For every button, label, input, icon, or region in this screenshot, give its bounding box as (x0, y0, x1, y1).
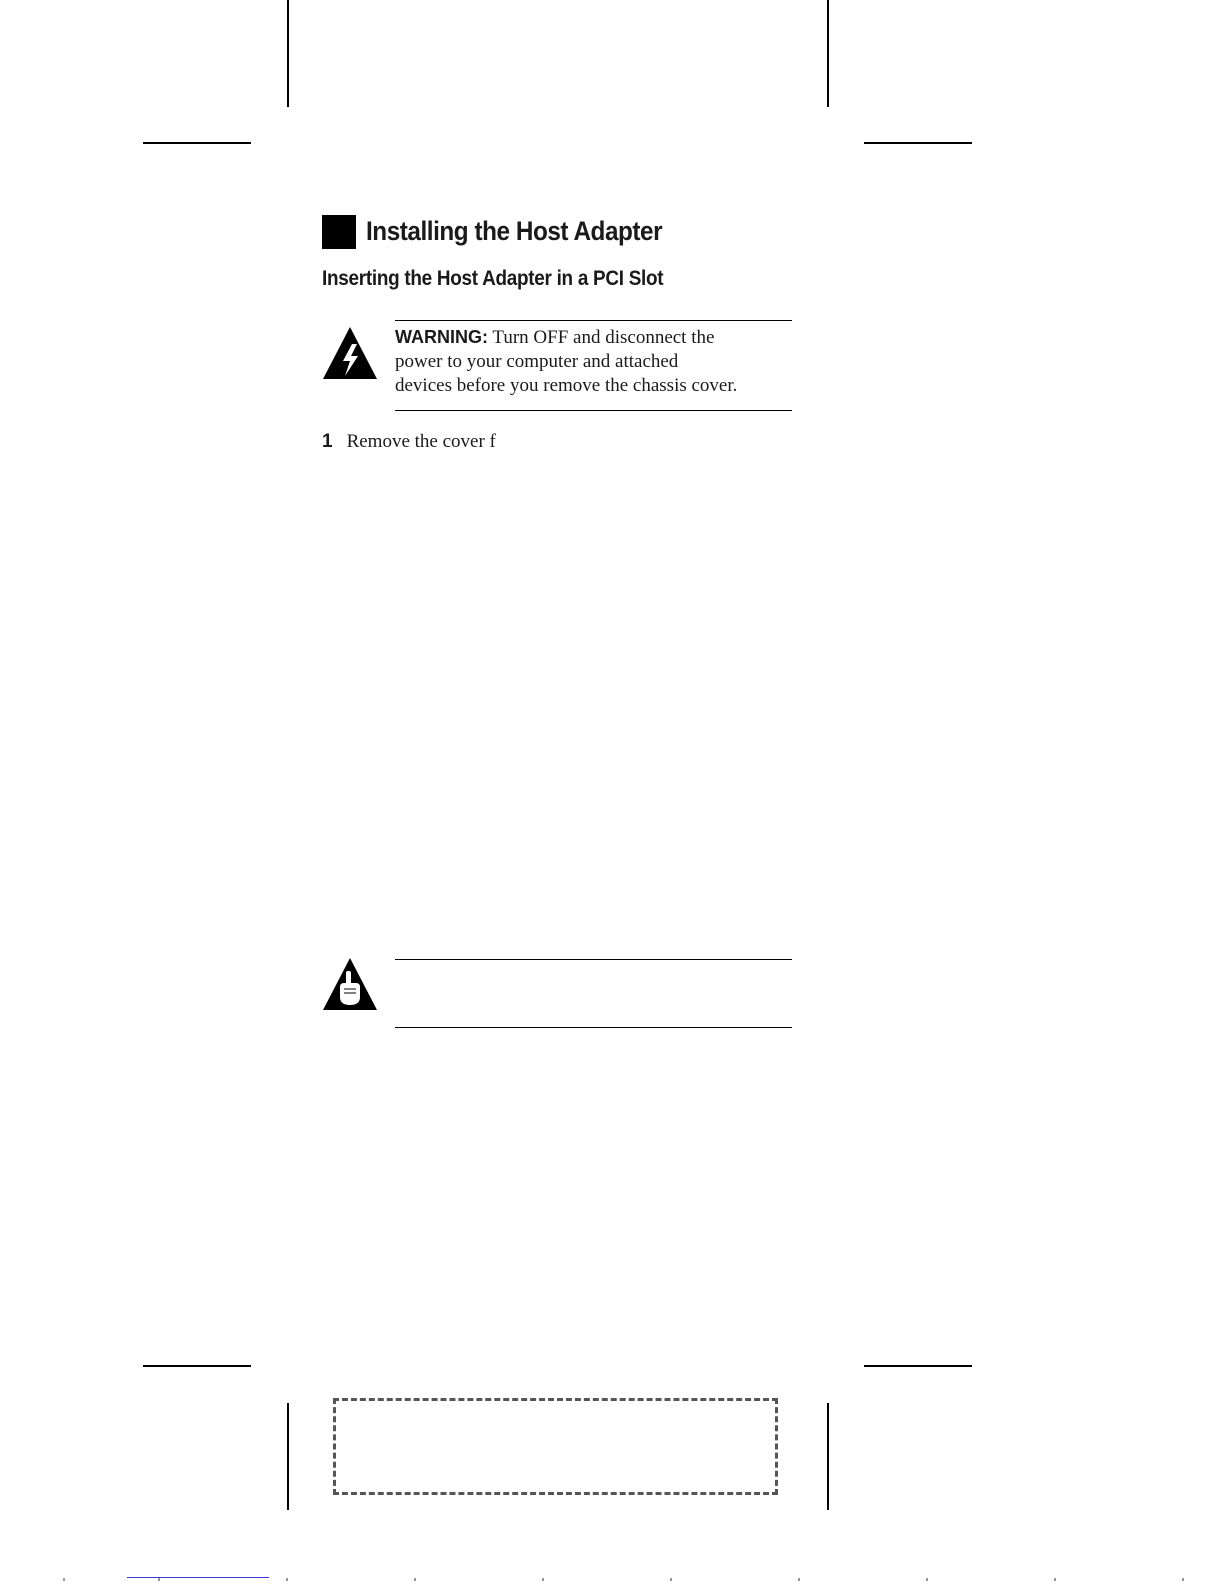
page-title: Installing the Host Adapter (366, 216, 663, 246)
warning-line-3: devices before you remove the chassis cover. (395, 375, 738, 396)
warning-text (395, 325, 795, 398)
warning-label: WARNING: (395, 327, 488, 347)
crop-mark-bottom-right (827, 1403, 829, 1510)
crop-mark-lower-right (864, 1365, 972, 1367)
crop-mark-lower-left (143, 1365, 251, 1367)
note-top-rule (395, 959, 792, 960)
crop-mark-upper-right (864, 142, 972, 144)
step-number: 1 (322, 431, 333, 452)
note-bottom-rule (395, 1027, 792, 1028)
warning-line-1: Turn OFF and disconnect the (488, 327, 715, 348)
step-1 (322, 431, 496, 453)
crop-mark-top-right (827, 0, 829, 107)
footer-box (333, 1398, 778, 1495)
pointing-hand-note-icon (322, 957, 378, 1011)
warning-bottom-rule (395, 410, 792, 411)
crop-mark-bottom-left (287, 1403, 289, 1510)
crop-mark-top-left (287, 0, 289, 107)
crop-mark-upper-left (143, 142, 251, 144)
bottom-edge-ticks (0, 1578, 1225, 1581)
warning-top-rule (395, 320, 792, 321)
lightning-bolt-warning-icon (322, 326, 378, 380)
warning-line-2: power to your computer and attached (395, 351, 679, 372)
section-subtitle: Inserting the Host Adapter in a PCI Slot (322, 267, 664, 290)
step-text: Remove the cover f (346, 431, 496, 452)
section-marker (322, 215, 356, 249)
